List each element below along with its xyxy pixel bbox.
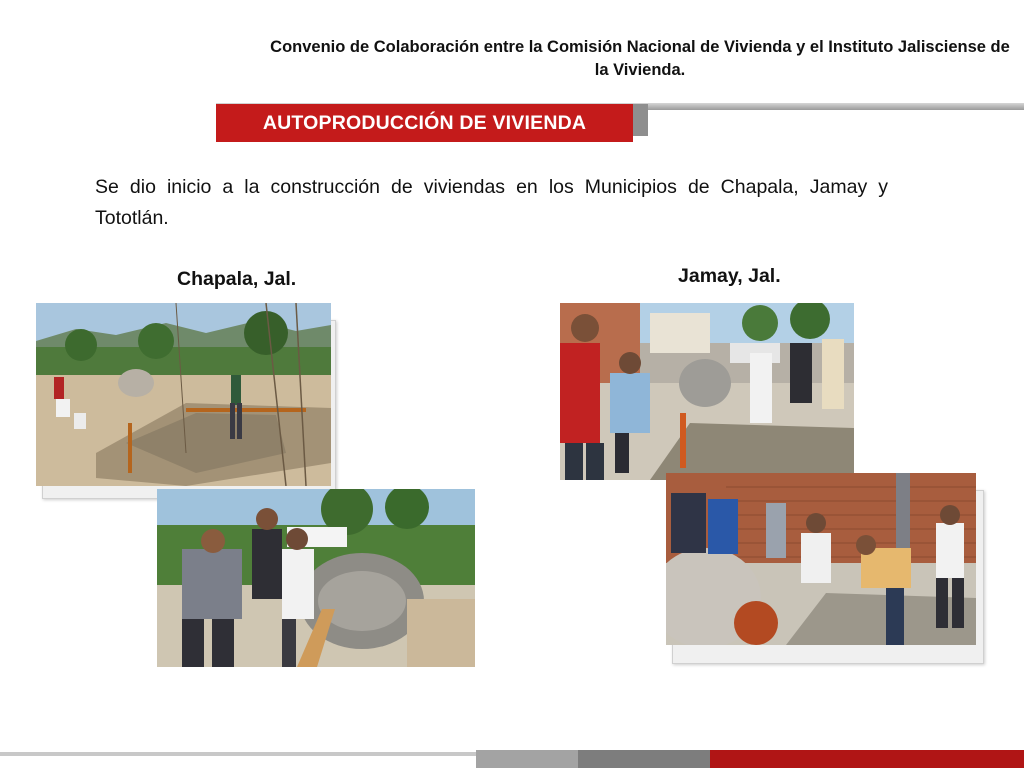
- chapala-photo-foundation: [36, 303, 331, 486]
- document-header-title: Convenio de Colaboración entre la Comisión Nacional de Vivienda y el Instituto Jalisciense de la Vivienda.: [270, 38, 1010, 79]
- jamay-photo-brick-wall: [666, 473, 976, 645]
- footer-bar-light: [0, 752, 476, 756]
- chapala-photo-mixer: [157, 489, 475, 667]
- intro-paragraph: Se dio inicio a la construcción de viviendas en los Municipios de Chapala, Jamay y Tototlán.: [95, 176, 888, 229]
- footer-bar-dark: [578, 750, 710, 768]
- caption-chapala: Chapala, Jal.: [177, 268, 297, 290]
- footer-bar-gray: [476, 750, 578, 768]
- jamay-photo-group: [560, 303, 854, 480]
- footer-bar-red: [710, 750, 1024, 768]
- footer-bars: [0, 750, 1024, 768]
- section-title-tab: AUTOPRODUCCIÓN DE VIVIENDA: [216, 104, 633, 142]
- caption-jamay: Jamay, Jal.: [678, 265, 781, 287]
